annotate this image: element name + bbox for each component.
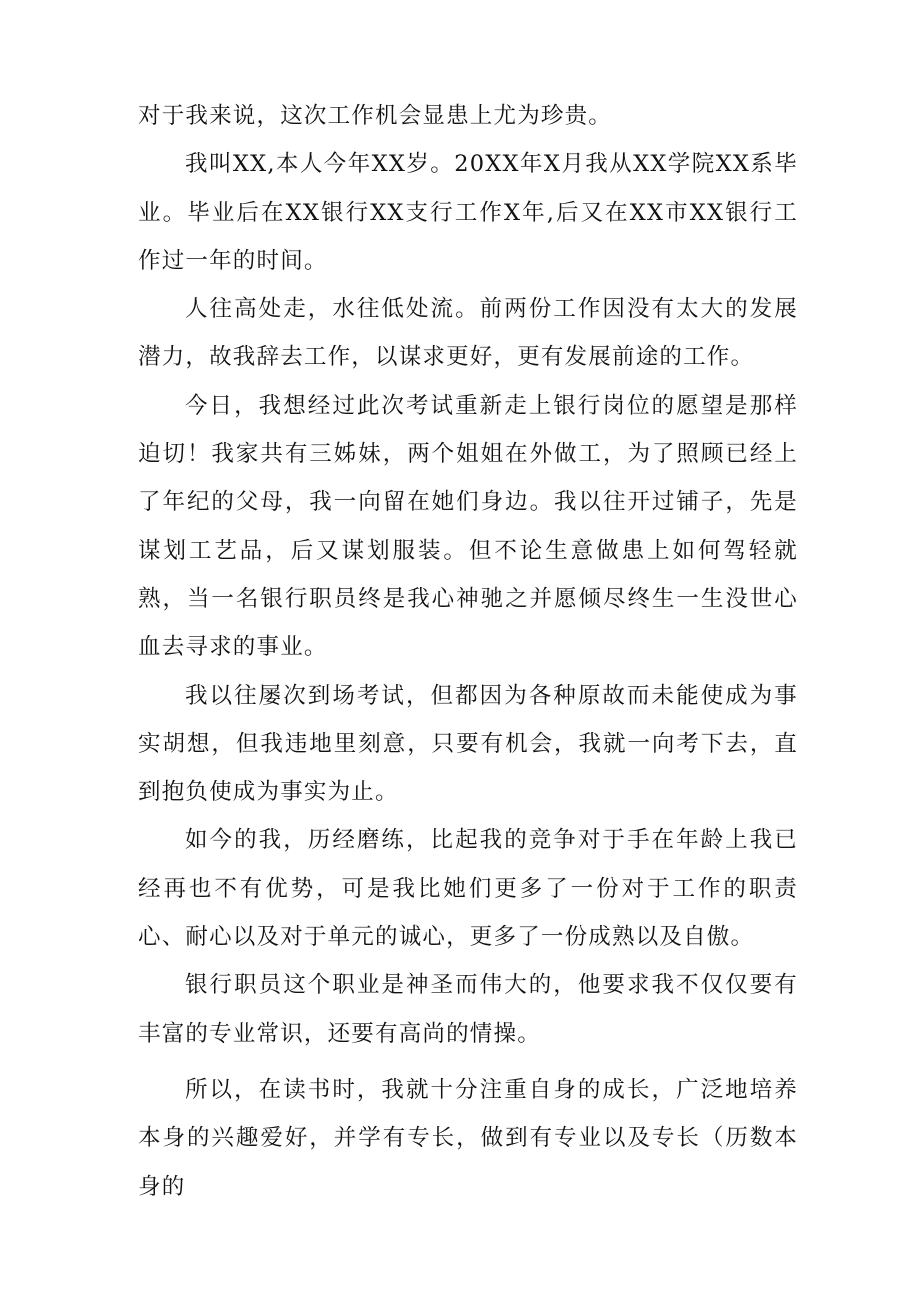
paragraph-6: 如今的我，历经磨练，比起我的竞争对于手在年龄上我已经再也不有优势，可是我比她们更多了一份对于工作的职责心、耐心以及对于单元的诚心，更多了一份成熟以及自傲。 [138, 827, 798, 951]
paragraph-5: 我以往屡次到场考试，但都因为各种原故而未能使成为事实胡想，但我违地里刻意，只要有机会，我就一向考下去，直到抱负使成为事实为止。 [138, 682, 798, 806]
paragraph-1: 对于我来说，这次工作机会显患上尤为珍贵。 [138, 103, 613, 129]
paragraph-8: 所以，在读书时，我就十分注重自身的成长，广泛地培养本身的兴趣爱好，并学有专长，做到有专业以及专长（历数本身的 [138, 1076, 798, 1200]
document-body [138, 92, 798, 1211]
paragraph-3: 人往高处走，水往低处流。前两份工作因没有太大的发展潜力，故我辞去工作，以谋求更好，更有发展前途的工作。 [138, 296, 798, 371]
paragraph-4: 今日，我想经过此次考试重新走上银行岗位的愿望是那样迫切！我家共有三姊妹，两个姐姐在外做工，为了照顾已经上了年纪的父母，我一向留在她们身边。我以往开过铺子，先是谋划工艺品，后又谋划服装。但不论生意做患上如何驾轻就熟，当一名银行职员终是我心神驰之并愿倾尽终生一生没世心血去寻求的事业。 [138, 392, 798, 661]
paragraph-2: 我叫XX,本人今年XX岁。20XX年X月我从XX学院XX系毕业。毕业后在XX银行XX支行工作X年,后又在XX市XX银行工作过一年的时间。 [138, 151, 798, 274]
paragraph-7: 银行职员这个职业是神圣而伟大的，他要求我不仅仅要有丰富的专业常识，还要有高尚的情操。 [138, 972, 798, 1047]
